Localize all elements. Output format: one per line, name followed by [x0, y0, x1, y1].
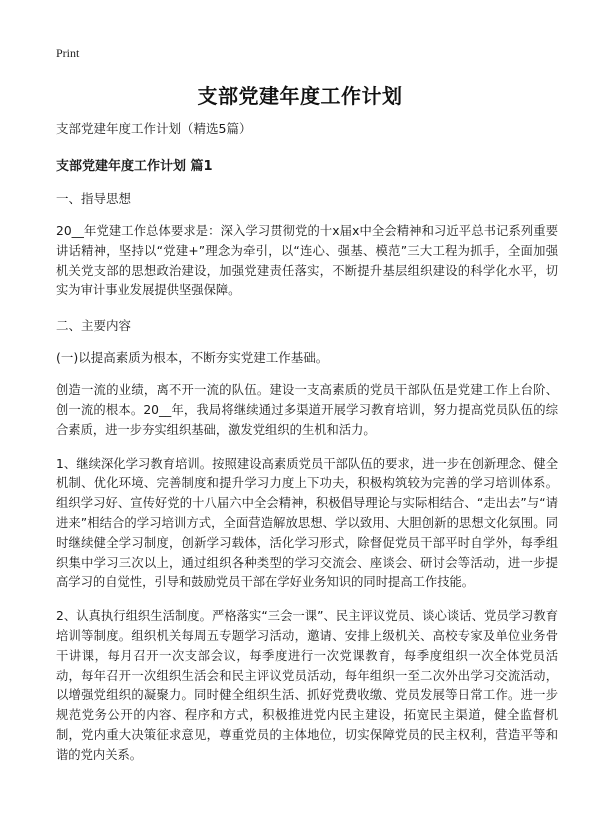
paragraph-quality: 创造一流的业绩，离不开一流的队伍。建设一支高素质的党员干部队伍是党建工作上台阶、创一流的根本。20__年，我局将继续通过多渠道开展学习教育培训，努力提高党员队伍的综合素质，进一步夯实组织基础，激发党组织的生机和活力。	[56, 383, 558, 437]
paragraph-training: 1、继续深化学习教育培训。按照建设高素质党员干部队伍的要求，进一步在创新理念、健全机制、优化环境、完善制度和提升学习力度上下功夫，积极构筑较为完善的学习培训体系。组织学习好、宣传好党的十八届六中全会精神，积极倡导理论与实际相结合、“走出去”与“请进来”相结合的学习培训方式，全面营造解放思想、学以致用、大胆创新的思想文化氛围。同时继续健全学习制度，创新学习载体，活化学习形式，除督促党员干部平时自学外，每季组织集中学习三次以上，通过组织各种类型的学习交流会、座谈会、研讨会等活动，进一步提高学习的自觉性，引导和鼓励党员干部在学好业务知识的同时提高工作技能。	[56, 456, 558, 590]
paragraph-guiding-ideology: 20__年党建工作总体要求是：深入学习贯彻党的十x届x中全会精神和习近平总书记系列重要讲话精神，坚持以“党建+”理念为牵引，以“连心、强基、模范”三大工程为抓手，全面加强机关党支部的思想政治建设，加强党建责任落实，不断提升基层组织建设的科学化水平，切实为审计事业发展提供坚强保障。	[56, 224, 558, 298]
document-subtitle: 支部党建年度工作计划（精选5篇）	[56, 121, 252, 136]
document-body	[56, 120, 558, 780]
item-heading-quality: (一)以提高素质为根本，不断夯实党建工作基础。	[56, 350, 329, 366]
section-heading-main-content: 二、主要内容	[56, 318, 132, 334]
paragraph-organization-life: 2、认真执行组织生活制度。严格落实“三会一课”、民主评议党员、谈心谈话、党员学习教育培训等制度。组织机关每周五专题学习活动，邀请、安排上级机关、高校专家及单位业务骨干讲课，每月召开一次支部会议，每季度进行一次党课教育，每季度组织一次全体党员活动，每年召开一次组织生活会和民主评议党员活动，每年组织一至二次外出学习交流活动，以增强党组织的凝聚力。同时健全组织生活、抓好党费收缴、党员发展等日常工作。进一步规范党务公开的内容、程序和方式，积极推进党内民主建设，拓宽民主渠道，健全监督机制，党内重大决策征求意见，尊重党员的主体地位，切实保障党员的民主权利，营造平等和谐的党内关系。	[56, 609, 558, 762]
page-title: 支部党建年度工作计划	[197, 84, 403, 108]
section-heading-guiding-ideology: 一、指导思想	[56, 191, 132, 206]
part-title: 支部党建年度工作计划 篇1	[56, 159, 213, 174]
print-label[interactable]: Print	[56, 46, 80, 60]
